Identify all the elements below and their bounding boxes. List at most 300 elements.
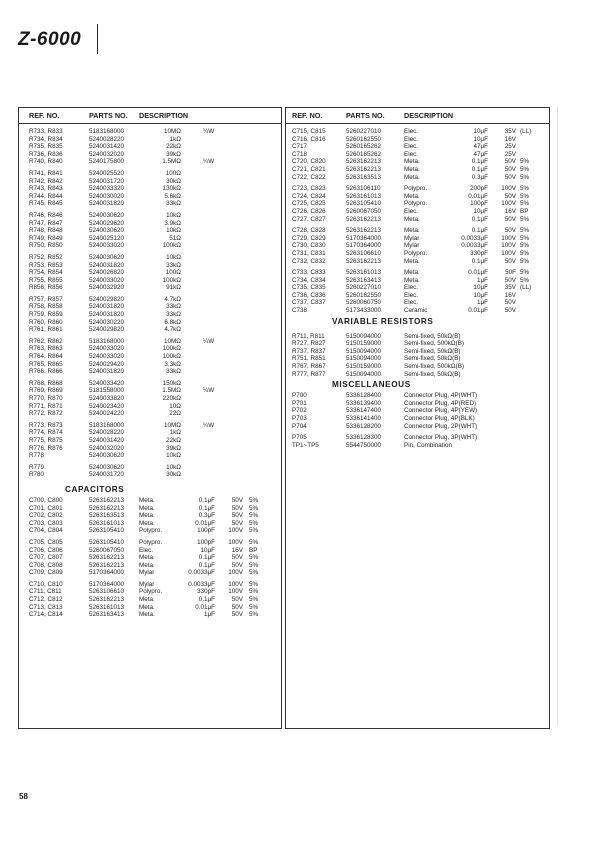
parts-no: 5240025120 bbox=[89, 234, 125, 242]
capacitor-type: Elec. bbox=[404, 143, 418, 151]
capacitance-value: 1μF bbox=[477, 276, 488, 284]
parts-no: 5150159000 bbox=[346, 340, 382, 348]
ref-no: R747, R847 bbox=[29, 219, 63, 227]
capacitance-value: 10μF bbox=[473, 291, 488, 299]
table-row bbox=[19, 303, 281, 311]
resistance-value: 30kΩ bbox=[166, 177, 181, 185]
capacitor-type: Meta. bbox=[404, 215, 420, 223]
parts-no: 5183168000 bbox=[89, 421, 125, 429]
table-row bbox=[19, 611, 281, 619]
table-row bbox=[286, 136, 549, 144]
voltage-rating: 50V bbox=[504, 257, 516, 265]
resistance-value: 6.8kΩ bbox=[164, 318, 181, 326]
table-row bbox=[286, 151, 549, 159]
table-row bbox=[19, 227, 281, 235]
parts-no: 5240028220 bbox=[89, 135, 125, 143]
resistance-value: 10MΩ bbox=[164, 337, 181, 345]
resistance-value: 33kΩ bbox=[166, 261, 181, 269]
parts-no: 5170364000 bbox=[346, 234, 382, 242]
table-row bbox=[286, 242, 549, 250]
tolerance: 5% bbox=[520, 173, 530, 181]
parts-no: 5336128200 bbox=[346, 422, 382, 430]
capacitance-value: 0.1μF bbox=[198, 504, 215, 512]
ref-no: C722, C822 bbox=[292, 173, 326, 181]
parts-no: 5150094000 bbox=[346, 370, 382, 378]
capacitor-type: Mylar bbox=[139, 569, 155, 577]
table-row bbox=[286, 235, 549, 243]
capacitance-value: 100pF bbox=[197, 538, 215, 546]
capacitor-type: Polypro. bbox=[404, 249, 428, 257]
parts-no: 5240033320 bbox=[89, 185, 125, 193]
voltage-rating: 35V bbox=[504, 128, 516, 135]
ref-no: C731, C831 bbox=[292, 249, 326, 257]
capacitor-type: Meta. bbox=[404, 173, 420, 181]
table-row bbox=[286, 200, 549, 208]
ref-no: C707, C807 bbox=[29, 554, 63, 562]
table-row bbox=[19, 242, 281, 250]
ref-no: R770, R870 bbox=[29, 395, 63, 402]
ref-no: C702, C802 bbox=[29, 512, 63, 520]
ref-no: R736, R836 bbox=[29, 150, 63, 158]
title-rule bbox=[97, 24, 98, 54]
parts-no: 5336128300 bbox=[346, 434, 382, 442]
voltage-rating: 100V bbox=[501, 185, 516, 193]
voltage-rating: 100V bbox=[228, 580, 243, 588]
table-row bbox=[286, 355, 549, 363]
voltage-rating: 50V bbox=[504, 299, 516, 307]
table-row bbox=[286, 392, 549, 400]
voltage-rating: 50V bbox=[231, 603, 243, 611]
capacitor-type: Meta. bbox=[139, 512, 155, 520]
ref-no: C701, C801 bbox=[29, 504, 63, 512]
ref-no: P705 bbox=[292, 434, 307, 442]
capacitor-type: Polypro. bbox=[404, 185, 428, 193]
capacitance-value: 0.1μF bbox=[198, 496, 215, 504]
ref-no: R748, R848 bbox=[29, 227, 63, 235]
parts-no: 5263162213 bbox=[346, 158, 382, 166]
tolerance: 5% bbox=[520, 269, 530, 277]
resistance-value: 3.9kΩ bbox=[164, 219, 181, 227]
table-row bbox=[19, 497, 281, 505]
ref-no: C726, C826 bbox=[292, 207, 326, 215]
voltage-rating: 50V bbox=[504, 307, 516, 315]
parts-no: 5240030620 bbox=[89, 227, 125, 235]
resistance-value: 51Ω bbox=[169, 234, 181, 242]
capacitor-type: Mylar bbox=[404, 242, 420, 250]
capacitance-value: 0.01μF bbox=[195, 519, 215, 527]
table-row bbox=[286, 340, 549, 348]
voltage-rating: 16V bbox=[504, 135, 516, 143]
capacitor-type: Elec. bbox=[404, 284, 418, 292]
ref-no: C725, C825 bbox=[292, 200, 326, 208]
right-table-header bbox=[286, 108, 549, 124]
table-row bbox=[286, 292, 549, 300]
capacitance-value: 330pF bbox=[470, 249, 488, 257]
model-title: Z-6000 bbox=[18, 29, 82, 50]
ref-no: C729, C829 bbox=[292, 234, 326, 242]
ref-no: C728, C828 bbox=[292, 227, 326, 235]
parts-no: 5240032920 bbox=[89, 284, 125, 292]
tolerance: 5% bbox=[520, 165, 530, 173]
resistance-value: 30kΩ bbox=[166, 471, 181, 479]
capacitor-type: Meta. bbox=[404, 276, 420, 284]
table-row bbox=[19, 220, 281, 228]
ref-no: C727, C827 bbox=[292, 215, 326, 223]
table-row bbox=[19, 452, 281, 460]
table-row bbox=[19, 562, 281, 570]
capacitor-type: Elec. bbox=[139, 546, 153, 554]
section-title: MISCELLANEOUS bbox=[332, 380, 411, 390]
ref-no: R755, R855 bbox=[29, 276, 63, 284]
table-row bbox=[19, 512, 281, 520]
tolerance: 5% bbox=[249, 519, 259, 527]
voltage-rating: 50V bbox=[231, 504, 243, 512]
table-row bbox=[19, 311, 281, 319]
ref-no: C710, C810 bbox=[29, 580, 63, 588]
capacitance-value: 10μF bbox=[473, 207, 488, 215]
parts-no: 5240033420 bbox=[89, 379, 125, 387]
resistance-value: 1.5MΩ bbox=[162, 158, 181, 166]
parts-no: 5260227010 bbox=[346, 284, 382, 292]
resistance-value: 10kΩ bbox=[166, 452, 181, 460]
table-row bbox=[19, 158, 281, 166]
parts-no: 5240032020 bbox=[89, 150, 125, 158]
ref-no: C713, C813 bbox=[29, 603, 63, 611]
tolerance: 5% bbox=[520, 242, 530, 250]
ref-no: R762, R862 bbox=[29, 337, 63, 345]
resistance-value: 5.6kΩ bbox=[164, 192, 181, 200]
ref-no: R740, R840 bbox=[29, 158, 63, 166]
description-header: DESCRIPTION bbox=[139, 111, 189, 120]
table-row bbox=[286, 348, 549, 356]
parts-no: 5263105410 bbox=[89, 527, 125, 535]
section-heading bbox=[286, 378, 549, 392]
table-row bbox=[19, 319, 281, 327]
voltage-rating: 16V bbox=[231, 546, 243, 554]
description: Semi-fixed, 50kΩ(B) bbox=[404, 355, 461, 363]
ref-no: R757, R857 bbox=[29, 295, 63, 303]
resistance-value: 10MΩ bbox=[164, 421, 181, 429]
capacitance-value: 0.01μF bbox=[195, 603, 215, 611]
voltage-rating: 100V bbox=[228, 569, 243, 577]
table-row bbox=[19, 368, 281, 376]
parts-no: 5336141400 bbox=[346, 415, 382, 422]
voltage-rating: 35V bbox=[504, 284, 516, 292]
ref-no: C717 bbox=[292, 143, 308, 151]
table-row bbox=[286, 158, 549, 166]
description-header: DESCRIPTION bbox=[404, 111, 454, 120]
capacitance-value: 0.1μF bbox=[471, 165, 488, 173]
parts-no: 5240029820 bbox=[89, 295, 125, 303]
parts-no: 5263162213 bbox=[89, 504, 125, 512]
resistance-value: 130kΩ bbox=[162, 185, 181, 193]
parts-no: 5263162213 bbox=[346, 165, 382, 173]
voltage-rating: 16V bbox=[504, 291, 516, 299]
parts-no: 5260227010 bbox=[346, 128, 382, 135]
table-row bbox=[19, 604, 281, 612]
table-row bbox=[19, 471, 281, 479]
tolerance: 5% bbox=[520, 276, 530, 284]
resistance-value: 22Ω bbox=[169, 410, 181, 418]
table-row bbox=[19, 547, 281, 555]
table-row bbox=[19, 554, 281, 562]
ref-no: C715, C815 bbox=[292, 128, 326, 135]
resistance-value: 220kΩ bbox=[162, 395, 181, 402]
tolerance: 5% bbox=[249, 496, 259, 504]
resistance-value: 10kΩ bbox=[166, 211, 181, 219]
voltage-rating: 50V bbox=[231, 611, 243, 619]
voltage-rating: 50V bbox=[231, 496, 243, 504]
parts-no: 5173433000 bbox=[346, 307, 382, 315]
capacitor-type: Meta. bbox=[404, 227, 420, 235]
voltage-rating: 100V bbox=[228, 588, 243, 596]
capacitor-type: Mylar bbox=[139, 580, 155, 588]
capacitance-value: 47μF bbox=[473, 143, 488, 151]
parts-no: 5240031820 bbox=[89, 303, 125, 311]
ref-no: C709, C809 bbox=[29, 569, 63, 577]
parts-no: 5240028220 bbox=[89, 429, 125, 437]
ref-no: R765, R865 bbox=[29, 360, 63, 368]
ref-no: C708, C808 bbox=[29, 561, 63, 569]
capacitor-type: Meta. bbox=[139, 554, 155, 562]
table-row bbox=[19, 520, 281, 528]
wattage: ¼W bbox=[203, 128, 215, 135]
description: Semi-fixed, 50kΩ(B) bbox=[404, 332, 461, 340]
resistance-value: 10kΩ bbox=[166, 227, 181, 235]
resistance-value: 100kΩ bbox=[162, 276, 181, 284]
ref-no: R856, R856 bbox=[29, 284, 63, 292]
parts-no: 5544750000 bbox=[346, 441, 382, 449]
capacitor-type: Elec. bbox=[404, 150, 418, 158]
parts-no: 5240025520 bbox=[89, 169, 125, 177]
ref-no: R727, R827 bbox=[292, 340, 326, 348]
description: Connector Plug, 4P(WHT) bbox=[404, 392, 478, 400]
ref-no: R750, R850 bbox=[29, 242, 63, 250]
tolerance: 5% bbox=[520, 257, 530, 265]
parts-no: 5181558000 bbox=[89, 387, 125, 395]
capacitance-value: 1μF bbox=[477, 299, 488, 307]
table-row bbox=[286, 400, 549, 408]
ref-no: C700, C800 bbox=[29, 496, 63, 504]
parts-no: 5263163413 bbox=[89, 611, 125, 619]
ref-no: C724, C824 bbox=[292, 192, 326, 200]
ref-no: R764, R864 bbox=[29, 353, 63, 361]
ref-no: C714, C814 bbox=[29, 611, 63, 619]
tolerance: 5% bbox=[520, 158, 530, 166]
wattage: ¼W bbox=[203, 337, 215, 345]
ref-no: R711, R811 bbox=[292, 332, 325, 340]
voltage-rating: 50V bbox=[231, 554, 243, 562]
capacitor-type: Elec. bbox=[404, 299, 418, 307]
voltage-rating: 16V bbox=[504, 207, 516, 215]
capacitance-value: 0.3μF bbox=[471, 173, 488, 181]
parts-no: 5260162550 bbox=[346, 291, 382, 299]
section-title: VARIABLE RESISTORS bbox=[332, 316, 434, 326]
ref-no-header: REF. NO. bbox=[292, 111, 323, 120]
capacitor-type: Meta. bbox=[139, 596, 155, 604]
capacitance-value: 0.0033μF bbox=[461, 234, 488, 242]
table-row bbox=[19, 185, 281, 193]
resistance-value: 33kΩ bbox=[166, 311, 181, 319]
parts-no: 5240029420 bbox=[89, 360, 125, 368]
tolerance: 5% bbox=[249, 580, 259, 588]
parts-no: 5263163413 bbox=[346, 276, 382, 284]
voltage-rating: 50V bbox=[504, 276, 516, 284]
table-row bbox=[19, 296, 281, 304]
capacitance-value: 0.1μF bbox=[198, 596, 215, 604]
parts-no: 5263163513 bbox=[89, 512, 125, 520]
capacitor-type: Elec. bbox=[404, 207, 418, 215]
capacitance-value: 100pF bbox=[470, 200, 488, 208]
parts-no: 5260060750 bbox=[346, 299, 382, 307]
capacitor-type: Ceramic bbox=[404, 307, 428, 315]
ref-no: R758, R858 bbox=[29, 303, 63, 311]
table-row bbox=[19, 193, 281, 201]
table-row bbox=[19, 596, 281, 604]
capacitance-value: 10μF bbox=[473, 284, 488, 292]
table-row bbox=[19, 445, 281, 453]
ref-no: P704 bbox=[292, 422, 307, 430]
description: Semi-fixed, 50kΩ(B) bbox=[404, 370, 461, 378]
resistance-value: 91kΩ bbox=[166, 284, 181, 292]
resistance-value: 1.5MΩ bbox=[162, 387, 181, 395]
tolerance: 5% bbox=[249, 603, 259, 611]
voltage-rating: 100V bbox=[501, 234, 516, 242]
tolerance: BP bbox=[520, 207, 529, 215]
resistance-value: 22kΩ bbox=[166, 436, 181, 444]
tolerance: 5% bbox=[520, 185, 530, 193]
table-row bbox=[286, 258, 549, 266]
parts-no: 5240031820 bbox=[89, 311, 125, 319]
voltage-rating: 50V bbox=[504, 192, 516, 200]
capacitance-value: 0.01μF bbox=[468, 307, 488, 315]
resistance-value: 100kΩ bbox=[162, 345, 181, 353]
ref-no: P701 bbox=[292, 399, 307, 407]
parts-no: 5263161013 bbox=[346, 192, 382, 200]
tolerance: 5% bbox=[249, 588, 259, 596]
ref-no: C704, C804 bbox=[29, 527, 63, 535]
table-row bbox=[19, 387, 281, 395]
parts-no: 5240026820 bbox=[89, 269, 125, 277]
parts-no: 5260162550 bbox=[346, 135, 382, 143]
parts-no: 5260067050 bbox=[89, 546, 125, 554]
ref-no: R760, R860 bbox=[29, 318, 63, 326]
description: Semi-fixed, 500kΩ(B) bbox=[404, 340, 464, 348]
parts-no: 5263106610 bbox=[89, 588, 125, 596]
ref-no: R768, R868 bbox=[29, 379, 63, 387]
table-row bbox=[286, 277, 549, 285]
parts-no: 5150094000 bbox=[346, 355, 382, 363]
table-row bbox=[19, 254, 281, 262]
table-row bbox=[19, 410, 281, 418]
table-row bbox=[19, 464, 281, 472]
capacitance-value: 0.1μF bbox=[471, 227, 488, 235]
ref-no: C703, C803 bbox=[29, 519, 63, 527]
table-row bbox=[286, 250, 549, 258]
capacitor-type: Meta. bbox=[139, 504, 155, 512]
resistance-value: 33kΩ bbox=[166, 303, 181, 311]
resistance-value: 1kΩ bbox=[169, 429, 181, 437]
parts-no: 5260165262 bbox=[346, 150, 382, 158]
table-row bbox=[19, 178, 281, 186]
table-row bbox=[19, 422, 281, 430]
table-row bbox=[19, 136, 281, 144]
capacitor-type: Meta. bbox=[404, 269, 420, 277]
section-title: CAPACITORS bbox=[65, 484, 125, 494]
resistance-value: 10kΩ bbox=[166, 463, 181, 471]
capacitor-type: Polypro. bbox=[404, 200, 428, 208]
ref-no: C730, C830 bbox=[292, 242, 326, 250]
table-row bbox=[19, 395, 281, 403]
right-rows bbox=[286, 124, 549, 449]
capacitance-value: 0.0033μF bbox=[461, 242, 488, 250]
tolerance: 5% bbox=[520, 192, 530, 200]
capacitor-type: Elec. bbox=[404, 291, 418, 299]
ref-no: C718 bbox=[292, 150, 308, 158]
tolerance: 5% bbox=[249, 527, 259, 535]
wattage: ¼W bbox=[203, 387, 215, 395]
voltage-rating: 100V bbox=[501, 242, 516, 250]
voltage-rating: 25V bbox=[504, 150, 516, 158]
capacitance-value: 0.01μF bbox=[468, 192, 488, 200]
capacitance-value: 0.0033μF bbox=[188, 569, 215, 577]
tolerance: 5% bbox=[249, 569, 259, 577]
description: Connector Plug, 3P(WHT) bbox=[404, 434, 478, 442]
capacitor-type: Meta. bbox=[139, 519, 155, 527]
capacitor-type: Meta. bbox=[139, 603, 155, 611]
ref-no: R766, R866 bbox=[29, 368, 63, 376]
tolerance: 5% bbox=[249, 596, 259, 604]
ref-no: C705, C805 bbox=[29, 538, 63, 546]
ref-no: R753, R853 bbox=[29, 261, 63, 269]
ref-no: P700 bbox=[292, 392, 307, 400]
left-table-header bbox=[19, 108, 281, 124]
resistance-value: 39kΩ bbox=[166, 150, 181, 158]
wattage: ¼W bbox=[203, 421, 215, 429]
parts-no: 5263161013 bbox=[89, 519, 125, 527]
resistance-value: 33kΩ bbox=[166, 368, 181, 376]
voltage-rating: 50V bbox=[231, 519, 243, 527]
parts-no: 5336128400 bbox=[346, 392, 382, 400]
tolerance: BP bbox=[249, 546, 258, 554]
description: Connector Plug, 2P(WHT) bbox=[404, 422, 478, 430]
capacitance-value: 0.1μF bbox=[471, 158, 488, 166]
table-row bbox=[286, 415, 549, 423]
ref-no: C706, C806 bbox=[29, 546, 63, 554]
voltage-rating: 50V bbox=[231, 512, 243, 520]
table-row bbox=[286, 299, 549, 307]
capacitor-type: Polypro. bbox=[139, 588, 163, 596]
table-row bbox=[19, 539, 281, 547]
table-row bbox=[19, 403, 281, 411]
table-row bbox=[286, 128, 549, 136]
resistance-value: 4.7kΩ bbox=[164, 326, 181, 334]
capacitance-value: 0.01μF bbox=[468, 269, 488, 277]
capacitance-value: 100pF bbox=[197, 527, 215, 535]
left-parts-table bbox=[18, 107, 282, 729]
table-row bbox=[286, 407, 549, 415]
ref-no: C737, C837 bbox=[292, 299, 326, 307]
table-row bbox=[286, 442, 549, 450]
ref-no: R749, R849 bbox=[29, 234, 63, 242]
table-row bbox=[19, 277, 281, 285]
capacitance-value: 0.1μF bbox=[471, 215, 488, 223]
table-row bbox=[19, 353, 281, 361]
voltage-rating: 50V bbox=[231, 561, 243, 569]
section-heading bbox=[286, 315, 549, 329]
table-row bbox=[19, 569, 281, 577]
parts-no: 5183168000 bbox=[89, 128, 125, 135]
